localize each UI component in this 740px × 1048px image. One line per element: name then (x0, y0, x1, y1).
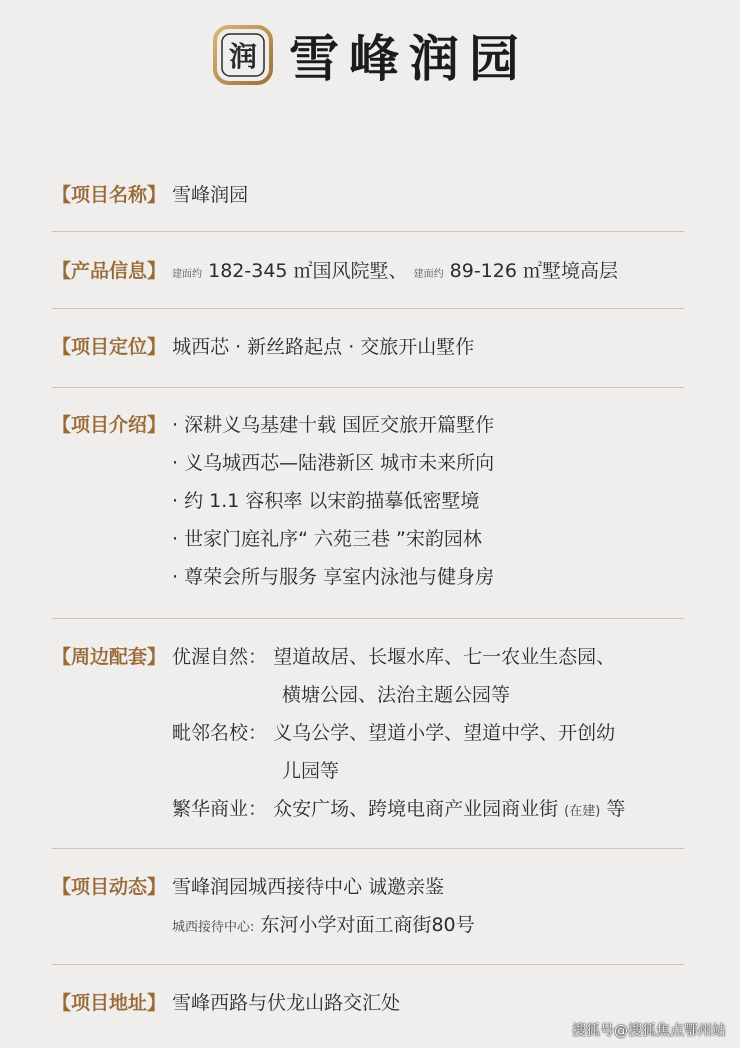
label-position: 【项目定位】 (52, 336, 167, 358)
divider (52, 387, 684, 388)
watermark: 搜狐号@搜狐焦点鄂州站 (572, 1023, 726, 1039)
nature-key: 优渥自然： (172, 646, 268, 668)
divider (52, 618, 684, 619)
brand-title: 雪峰润园 (289, 29, 529, 88)
school-line-2: 儿园等 (282, 760, 340, 782)
intro-item: · 世家门庭礼序“ 六苑三巷 ”宋韵园林 (172, 528, 482, 550)
intro-item: · 尊荣会所与服务 享室内泳池与健身房 (172, 566, 495, 588)
value-news: 雪峰润园城西接待中心 诚邀亲鉴 (172, 876, 445, 898)
school-line-1: 义乌公学、望道小学、望道中学、开创幼 (273, 722, 616, 744)
label-intro: 【项目介绍】 (52, 414, 167, 436)
value-address: 雪峰西路与伏龙山路交汇处 (172, 992, 401, 1014)
label-product: 【产品信息】 (52, 260, 167, 282)
nature-line-1: 望道故居、长堰水库、七一农业生态园、 (273, 646, 616, 668)
product-tag-1: 建面约 (172, 269, 203, 280)
label-name: 【项目名称】 (52, 184, 167, 206)
intro-item: · 约 1.1 容积率 以宋韵描摹低密墅境 (172, 490, 480, 512)
commerce-key: 繁华商业： (172, 798, 268, 820)
commerce-value: 众安广场、跨境电商产业园商业街 (273, 798, 559, 820)
commerce-note: (在建) (564, 804, 601, 819)
product-tag-2: 建面约 (413, 269, 444, 280)
nature-line-2: 横塘公园、法治主题公园等 (282, 684, 511, 706)
intro-item: · 义乌城西芯—陆港新区 城市未来所向 (172, 452, 495, 474)
header (0, 0, 740, 110)
divider (52, 231, 684, 232)
value-name: 雪峰润园 (172, 184, 249, 206)
center-key: 城西接待中心: (172, 920, 255, 935)
product-value-2: 89-126 ㎡墅境高层 (449, 260, 618, 282)
seal-logo-icon (211, 23, 275, 87)
svg-text:润: 润 (228, 40, 258, 73)
divider (52, 848, 684, 849)
product-value-1: 182-345 ㎡国风院墅、 (208, 260, 408, 282)
divider (52, 964, 684, 965)
intro-item: · 深耕义乌基建十载 国匠交旅开篇墅作 (172, 414, 495, 436)
label-news: 【项目动态】 (52, 876, 167, 898)
commerce-suffix: 等 (606, 798, 626, 820)
label-address: 【项目地址】 (52, 992, 167, 1014)
label-surroundings: 【周边配套】 (52, 646, 167, 668)
school-key: 毗邻名校： (172, 722, 268, 744)
center-value: 东河小学对面工商街80号 (260, 914, 475, 936)
value-position: 城西芯 · 新丝路起点 · 交旅开山墅作 (172, 336, 475, 358)
divider (52, 308, 684, 309)
